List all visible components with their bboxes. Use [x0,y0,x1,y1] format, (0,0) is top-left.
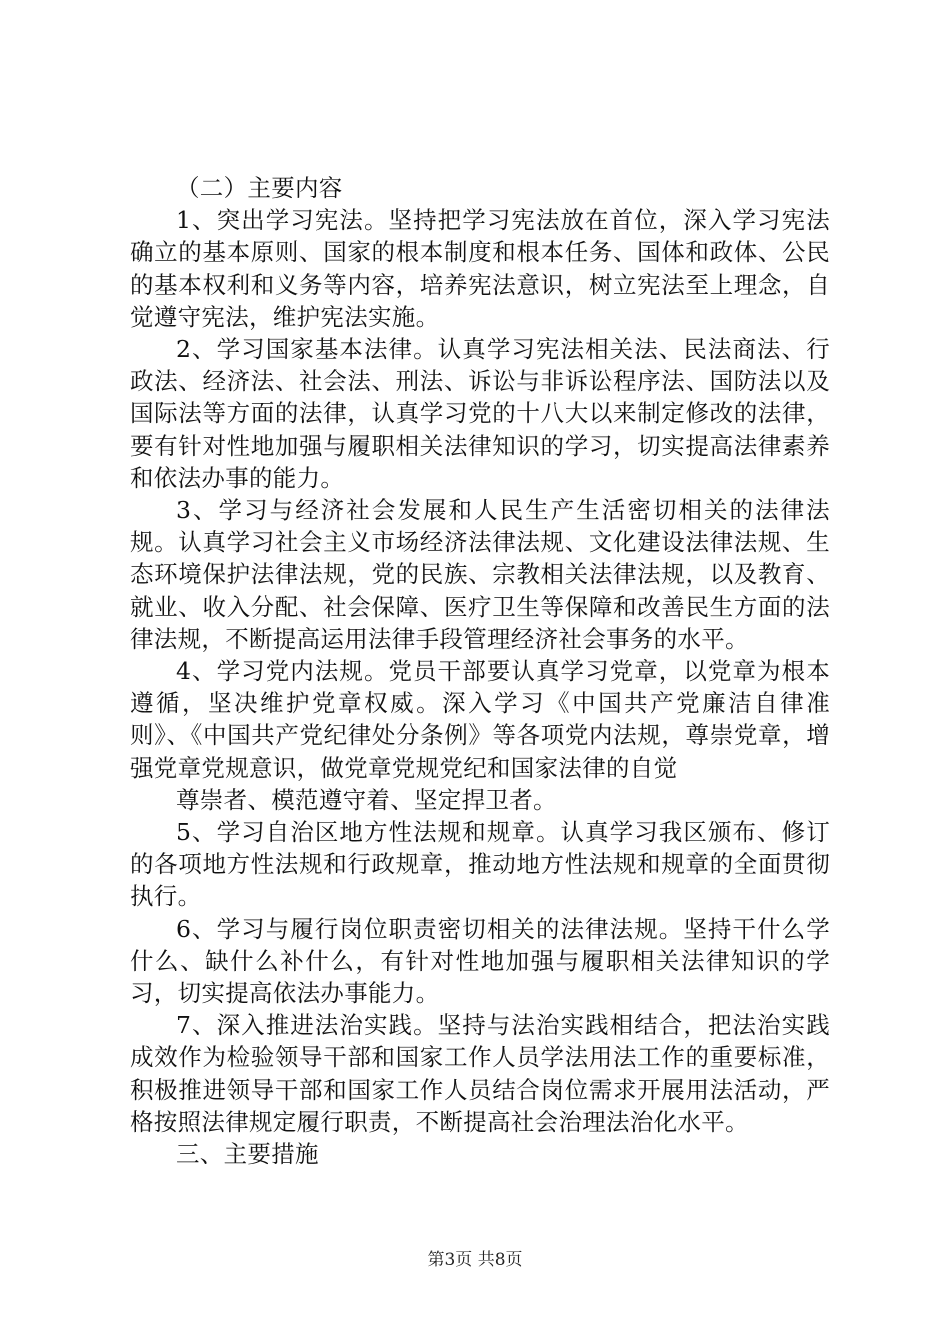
document-body [130,172,830,1170]
paragraph-job-related-laws: 6、学习与履行岗位职责密切相关的法律法规。坚持干什么学什么、缺什么补什么，有针对性地加强与履职相关法律知识的学习，切实提高依法办事能力。 [130,914,830,1008]
paragraph-party-regulations: 4、学习党内法规。党员干部要认真学习党章，以党章为根本遵循，坚决维护党章权威。深入学习《中国共产党廉洁自律准则》、《中国共产党纪律处分条例》等各项党内法规，尊崇党章，增强党章党规意识，做党章党规党纪和国家法律的自觉 [130,657,830,782]
paragraph-constitution: 1、突出学习宪法。坚持把学习宪法放在首位，深入学习宪法确立的基本原则、国家的根本制度和根本任务、国体和政体、公民的基本权利和义务等内容，培养宪法意识，树立宪法至上理念，自觉遵守宪法，维护宪法实施。 [130,206,830,331]
paragraph-economic-social-laws: 3、学习与经济社会发展和人民生产生活密切相关的法律法规。认真学习社会主义市场经济法律法规、文化建设法律法规、生态环境保护法律法规，党的民族、宗教相关法律法规，以及教育、就业、收入分配、社会保障、医疗卫生等保障和改善民生方面的法律法规，不断提高运用法律手段管理经济社会事务的水平。 [130,496,830,653]
paragraph-regional-regulations: 5、学习自治区地方性法规和规章。认真学习我区颁布、修订的各项地方性法规和行政规章，推动地方性法规和规章的全面贯彻执行。 [130,818,830,911]
paragraph-rule-of-law-practice: 7、深入推进法治实践。坚持与法治实践相结合，把法治实践成效作为检验领导干部和国家工作人员学法用法工作的重要标准，积极推进领导干部和国家工作人员结合岗位需求开展用法活动，严格按照法律规定履行职责，不断提高社会治理法治化水平。 [130,1011,830,1136]
page-number-footer: 第3页 共8页 [427,1250,523,1270]
section-heading-main-measures: 三、主要措施 [176,1140,319,1169]
section-heading-main-content: （二）主要内容 [176,174,343,202]
paragraph-party-regulations-continued: 尊崇者、模范遵守着、坚定捍卫者。 [176,785,557,814]
paragraph-basic-laws: 2、学习国家基本法律。认真学习宪法相关法、民法商法、行政法、经济法、社会法、刑法、诉讼与非诉讼程序法、国防法以及国际法等方面的法律，认真学习党的十八大以来制定修改的法律，要有针对性地加强与履职相关法律知识的学习，切实提高法律素养和依法办事的能力。 [130,335,830,492]
